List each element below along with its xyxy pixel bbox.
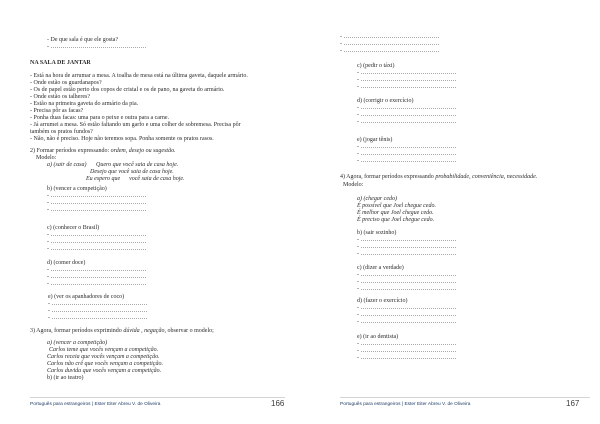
answer-line: - ………………………………………… [357, 311, 457, 318]
answer-line: - ………………………………………… [357, 236, 457, 243]
intro-question-block [47, 37, 147, 51]
page-167 [300, 0, 600, 424]
dialogue-line: - Onde estão os talheres? [30, 93, 90, 100]
answer-line: - ………………………………………… [357, 340, 457, 347]
exercise-item-block [48, 294, 148, 322]
answer-line: - ………………………………………… [340, 40, 440, 47]
footer-text: Português para estrangeiros | Ester Eiter Abreu V. de Oliveira [30, 402, 161, 407]
dialogue-line: - Onde estão os guardanapos? [30, 79, 102, 86]
dialogue-line: - Estão na primeira gaveta do armário da pia. [30, 100, 139, 107]
exercise-item-block [357, 63, 457, 91]
answer-line: - ………………………………………… [47, 238, 147, 245]
page-number: 166 [271, 399, 285, 408]
dialogue-title-block [30, 60, 91, 67]
answer-line: - ………………………………………… [357, 76, 457, 83]
exercise-item: d) (comer doce) [47, 259, 86, 266]
footer-rule [30, 397, 285, 398]
exercise-item: d) (fazer o exercício) [357, 297, 408, 304]
answer-line: - ………………………………………… [47, 43, 147, 50]
answer-line: - ………………………………………… [47, 199, 147, 206]
answer-line: - ………………………………………… [357, 150, 457, 157]
answer-line: - ………………………………………… [357, 157, 457, 164]
model-sentence: Carlos duvida que vocês vençam a competição. [47, 367, 162, 374]
answer-line: - ………………………………………… [47, 231, 147, 238]
instruction-emphasis: probabilidade, conveniência, necessidade. [435, 173, 538, 180]
exercise-item: d) (corrigir o exercício) [357, 97, 414, 104]
answer-line: - ………………………………………… [357, 354, 457, 361]
answer-line: - ………………………………………… [47, 245, 147, 252]
model-sentence: Desejo que você saia de casa hoje. [90, 168, 174, 175]
exercise-item-block [47, 186, 147, 214]
exercise-item: b) (vencer a competição) [47, 185, 107, 192]
answer-line: - ………………………………………… [357, 304, 457, 311]
exercise-item: b) (sair sozinho) [357, 229, 397, 236]
dialogue-line: também os pratos fundos? [30, 129, 93, 136]
footer-rule [340, 397, 590, 398]
answer-line: - ………………………………………… [48, 314, 148, 321]
exercise-3-model [47, 340, 163, 383]
exercise-item: e) (ver os apanhadores de coco) [48, 293, 125, 300]
dialogue-line: - Ponha duas facas: uma para o peixe e outra para a carne. [30, 115, 170, 122]
model-label-block [343, 182, 363, 189]
instruction-emphasis: ordem, desejo ou sugestão. [110, 147, 176, 154]
answer-line: - ………………………………………… [357, 250, 457, 257]
exercise-4-instruction [340, 174, 537, 181]
model-sentence: Quero que você saia de casa hoje. [96, 161, 179, 168]
dialogue-line: - Os de papel estão perto dos copos de cristal e os de pano, na gaveta do armário. [30, 86, 225, 93]
model-item: a) (vencer a competição) [47, 339, 108, 346]
answer-line: - ………………………………………… [47, 206, 147, 213]
exercise-item-block [357, 334, 457, 362]
exercise-item-block [357, 298, 457, 326]
instruction-line [340, 174, 537, 181]
exercise-item-block [357, 230, 457, 258]
answer-line: - ………………………………………… [340, 33, 440, 40]
instruction-line [30, 328, 214, 335]
exercise-item-block [47, 225, 147, 253]
answer-line: - ………………………………………… [340, 47, 440, 54]
answer-line: - ………………………………………… [47, 192, 147, 199]
answer-line: - ………………………………………… [47, 266, 147, 273]
question-line: - De que sala é que ele gosta? [47, 36, 119, 43]
exercise-item-block [357, 137, 457, 165]
model-sentence: Carlos receia que vocês vençam a competição. [47, 353, 160, 360]
answer-line: - ………………………………………… [357, 285, 457, 292]
dialogue-line: - Está na hora de arrumar a mesa. A toalha de mesa está na última gaveta, daquele armário. [30, 72, 248, 79]
instruction-text: 2) Formar períodos expressando: [30, 147, 111, 154]
answer-line: - ………………………………………… [47, 280, 147, 287]
model-sentence: Eu espero que você saia de casa hoje. [86, 175, 185, 182]
model-label: Modelo: [343, 181, 364, 188]
model-item-block [47, 162, 87, 169]
exercise-item: c) (conhecer o Brasil) [47, 224, 100, 231]
answer-line: - ………………………………………… [48, 300, 148, 307]
answer-line: - ………………………………………… [357, 83, 457, 90]
exercise-item-block [357, 98, 457, 126]
model-sentences [86, 162, 185, 183]
instruction-text: 3) Agora, formar períodos exprimindo [30, 327, 124, 334]
instruction-text: 4) Agora, formar períodos expressando [340, 173, 436, 180]
answer-line: - ………………………………………… [357, 143, 457, 150]
answer-block [340, 34, 440, 55]
instruction-text-end: , observar o modelo; [164, 327, 214, 334]
answer-line: - ………………………………………… [48, 307, 148, 314]
footer-text: Português para estrangeiros | Ester Eiter Abreu V. de Oliveira [340, 402, 471, 407]
exercise-item: e) (ir ao dentista) [357, 333, 399, 340]
model-sentence: Carlos teme que vocês vençam a competição. [49, 346, 159, 353]
exercise-3-instruction [30, 328, 214, 335]
model-sentence: É melhor que Joel chegue cedo. [357, 209, 434, 216]
answer-line: - ………………………………………… [357, 111, 457, 118]
model-label: Modelo: [36, 154, 57, 161]
exercise-item: c) (dizer a verdade) [357, 264, 404, 271]
page-number: 167 [566, 399, 580, 408]
dialogue-title: NA SALA DE JANTAR [30, 59, 91, 66]
answer-line: - ………………………………………… [357, 278, 457, 285]
exercise-4-model [357, 196, 436, 224]
answer-line: - ………………………………………… [357, 243, 457, 250]
exercise-item-block [357, 265, 457, 293]
model-sentence: É possível que Joel chegue cedo. [357, 202, 436, 209]
exercise-item-block [47, 260, 147, 288]
model-sentence: É preciso que Joel chegue cedo. [357, 216, 435, 223]
answer-line: - ………………………………………… [357, 271, 457, 278]
answer-line: - ………………………………………… [357, 69, 457, 76]
exercise-item: c) (pedir o táxi) [357, 62, 395, 69]
answer-line: - ………………………………………… [357, 318, 457, 325]
dialogue-line: - Já arrumei a mesa. Só estão faltando um garfo e uma colher de sobremesa. Precisa pôr [30, 122, 241, 129]
model-sentence: Carlos não crê que vocês vençam a competição. [47, 360, 163, 367]
answer-line: - ………………………………………… [357, 347, 457, 354]
dialogue-line: - Precisa pôr as facas? [30, 107, 84, 114]
answer-line: - ………………………………………… [47, 273, 147, 280]
dialogue [30, 73, 248, 144]
model-item: a) (sair de casa) [47, 161, 87, 168]
dialogue-line: - Não, não é preciso. Hoje não teremos sopa. Ponha somente os pratos rasos. [30, 136, 214, 143]
instruction-emphasis: dúvida , negação [123, 327, 165, 334]
model-item: a) (chegar cedo) [357, 195, 397, 202]
exercise-item: e) (jogar tênis) [357, 136, 393, 143]
exercise-item: b) (ir ao teatro) [47, 374, 84, 381]
answer-line: - ………………………………………… [357, 118, 457, 125]
answer-line: - ………………………………………… [357, 104, 457, 111]
